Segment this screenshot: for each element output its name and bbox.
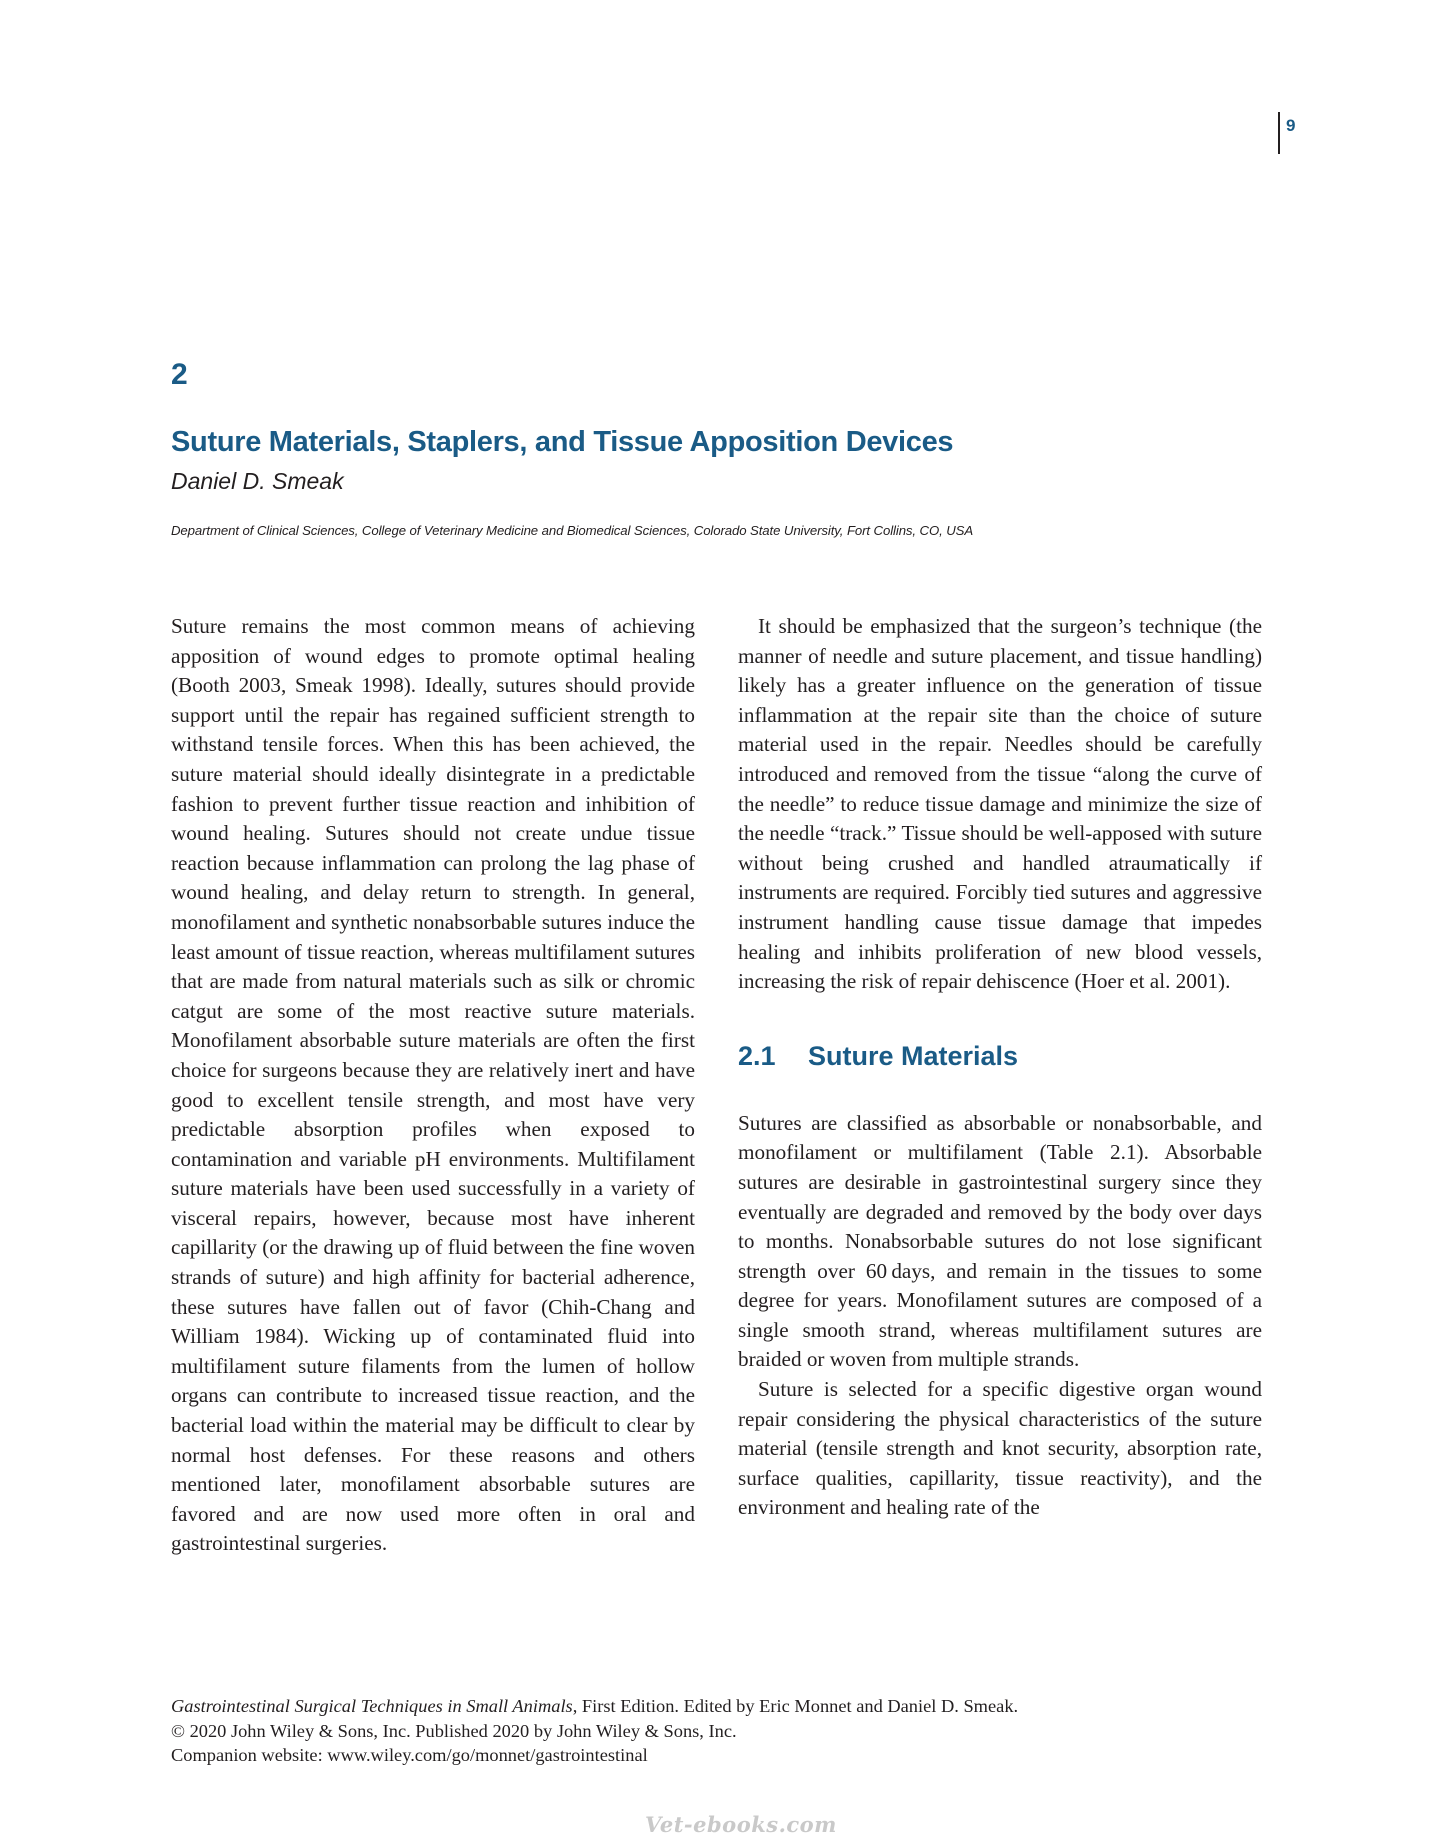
copyright-footer xyxy=(171,1694,1321,1768)
right-column xyxy=(738,612,1262,1523)
book-title: Gastrointestinal Surgical Techniques in Small Animals xyxy=(171,1696,573,1716)
footer-book-line xyxy=(171,1694,1321,1719)
page-number-rule xyxy=(1278,112,1280,154)
author-name: Daniel D. Smeak xyxy=(171,468,344,494)
body-paragraph: Suture is selected for a specific digestive organ wound repair considering the physical characteristics of the suture material (tensile strength and knot security, absorption rate, surface qualities, capillarity, tissue reactivity), and the environment and healing rate of the xyxy=(738,1377,1262,1520)
edition-text: , First Edition. Edited by Eric Monnet and Daniel D. Smeak. xyxy=(572,1696,1019,1716)
left-column xyxy=(171,612,695,1559)
body-paragraph: Suture remains the most common means of achieving apposition of wound edges to promote optimal healing (Booth 2003, Smeak 1998). Ideally, sutures should provide support until the repair has regained sufficient strength to withstand tensile forces. When this has been achieved, the suture material should ideally disintegrate in a predictable fashion to prevent further tissue reaction and inhibition of wound healing. Sutures should not create undue tissue reaction because inflammation can prolong the lag phase of wound healing, and delay return to strength. In general, monofilament and synthetic nonabsorbable sutures induce the least amount of tissue reaction, whereas multifilament sutures that are made from natural materials such as silk or chromic catgut are some of the most reactive suture materials. Monofilament absorbable suture materials are often the first choice for surgeons because they are relatively inert and have good to excellent tensile strength, and most have very predictable absorption profiles when exposed to contamination and variable pH environments. Multifilament suture materials have been used successfully in a variety of visceral repairs, however, because most have inherent capillarity (or the drawing up of fluid between the fine woven strands of suture) and high affinity for bacterial adherence, these sutures have fallen out of favor (Chih-Chang and William 1984). Wicking up of contaminated fluid into multifilament suture filaments from the lumen of hollow organs can contribute to increased tissue reaction, and the bacterial load within the material may be difficult to clear by normal host defenses. For these reasons and others mentioned later, monofilament absorbable sutures are favored and are now used more often in oral and gastrointestinal surgeries. xyxy=(171,614,695,1556)
page-number: 9 xyxy=(1286,116,1296,135)
section-title: Suture Materials xyxy=(808,1040,1019,1071)
body-paragraph: Sutures are classified as absorbable or nonabsorbable, and monofilament or multifilament (Table 2.1). Absorbable sutures are desirable in gastrointestinal surgery since they eventually are degraded and removed by the body over days to months. Nonabsorbable sutures do not lose significant strength over 60 days, and remain in the tissues to some degree for years. Monofilament sutures are composed of a single smooth strand, whereas multifilament sutures are braided or woven from multiple strands. xyxy=(738,1110,1262,1372)
chapter-title: Suture Materials, Staplers, and Tissue Apposition Devices xyxy=(171,426,954,458)
body-paragraph: It should be emphasized that the surgeon’s technique (the manner of needle and suture placement, and tissue handling) likely has a greater influence on the generation of tissue inflammation at the repair site than the choice of suture material used in the repair. Needles should be carefully introduced and removed from the tissue “along the curve of the needle” to reduce tissue damage and minimize the size of the needle “track.” Tissue should be well-apposed with suture without being crushed and handled atraumatically if instruments are required. Forcibly tied sutures and aggressive instrument handling cause tissue damage that impedes healing and inhibits proliferation of new blood vessels, increasing the risk of repair dehiscence (Hoer et al. 2001). xyxy=(738,614,1262,994)
companion-website-line: Companion website: www.wiley.com/go/monnet/gastrointestinal xyxy=(171,1745,648,1766)
section-number: 2.1 xyxy=(738,1040,776,1071)
author-affiliation: Department of Clinical Sciences, College of Veterinary Medicine and Biomedical Sciences, Colorado State University, Fort Collins, CO, USA xyxy=(171,523,974,538)
chapter-number: 2 xyxy=(171,358,188,391)
copyright-line: © 2020 John Wiley & Sons, Inc. Published 2020 by John Wiley & Sons, Inc. xyxy=(171,1720,737,1741)
section-heading xyxy=(738,1039,1262,1073)
watermark-logo: Vet-ebooks.com xyxy=(645,1812,837,1837)
